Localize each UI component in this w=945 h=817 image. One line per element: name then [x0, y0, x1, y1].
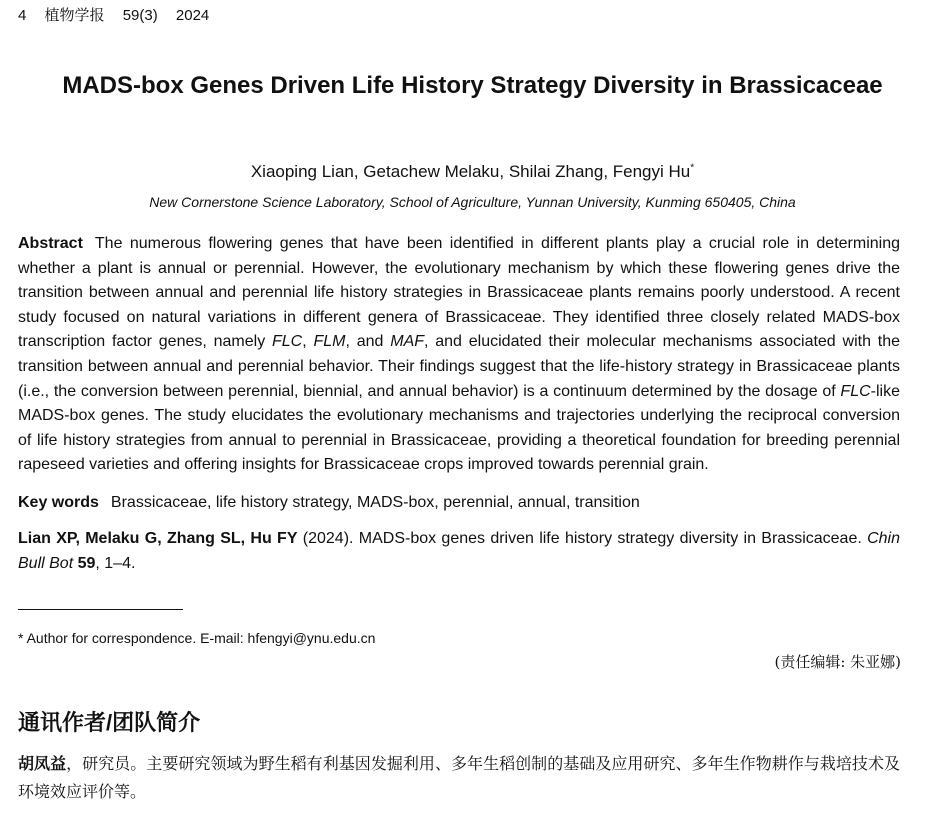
keywords-label: Key words [18, 494, 99, 511]
author-names: Xiaoping Lian, Getachew Melaku, Shilai Zhang, Fengyi Hu [250, 162, 691, 181]
separator-2: , and [345, 333, 391, 351]
corresponding-mark: * [690, 162, 695, 174]
editor-credit: (责任编辑: 朱亚娜) [774, 653, 901, 671]
bio-section-title: 通讯作者/团队简介 [18, 710, 201, 735]
author-list [0, 162, 945, 182]
citation-pages: , 1–4. [95, 555, 136, 572]
abstract-text-3: -like MADS-box genes. The study elucidates the evolutionary mechanisms and trajectories underlying the reciprocal conversion of life history strategies from annual to perennial in Brassicaceae, providing a theoretical foundation for breeding perennial rapeseed varieties and offering insights for Brassicaceae crops improved towards perennial grain. [18, 382, 900, 474]
volume-issue: 59(3) [122, 7, 158, 24]
citation-body: (2024). MADS-box genes driven life history strategy diversity in Brassicaceae. [297, 530, 868, 547]
gene-flm: FLM [313, 333, 346, 351]
abstract-text-1: The numerous flowering genes that have been identified in different plants play a crucial role in determining whether a plant is annual or perennial. However, the evolutionary mechanism by which these flowering genes drive the transition between annual and perennial life history strategies in Brassicaceae plants remains poorly understood. A recent study focused on natural variations in different genera of Brassicaceae. They identified three closely related MADS-box transcription factor genes, namely [18, 235, 900, 351]
gene-flc: FLC [272, 333, 303, 351]
keywords [18, 494, 900, 512]
abstract-text-2: , and elucidated their molecular mechanisms associated with the transition between annual and perennial behavior. Their findings suggest that the life-history strategy in Brassicaceae plants (i.e., the conversion between perennial, biennial, and annual behavior) is a continuum determined by the dosage of [18, 333, 901, 400]
separator-1: , [302, 333, 314, 351]
keywords-text: Brassicaceae, life history strategy, MADS-box, perennial, annual, transition [110, 494, 640, 511]
abstract [18, 232, 900, 478]
citation-volume: 59 [77, 555, 96, 572]
affiliation: New Cornerstone Science Laboratory, School of Agriculture, Yunnan University, Kunming 650405, China [149, 194, 796, 210]
correspondence-footnote: * Author for correspondence. E-mail: hfengyi@ynu.edu.cn [18, 630, 376, 646]
page-number: 4 [18, 7, 27, 24]
citation-authors: Lian XP, Melaku G, Zhang SL, Hu FY [18, 530, 298, 547]
bio-text: ，研究员。主要研究领域为野生稻有利基因发掘利用、多年生稻创制的基础及应用研究、多年生作物耕作与栽培技术及环境效应评价等。 [18, 754, 900, 801]
bio-name: 胡凤益 [18, 754, 67, 773]
year: 2024 [175, 7, 210, 24]
running-header [18, 4, 223, 25]
author-bio [18, 750, 900, 806]
citation [18, 526, 900, 576]
article-title: MADS-box Genes Driven Life History Strategy Diversity in Brassicaceae [62, 72, 883, 99]
journal-name: 植物学报 [44, 7, 105, 24]
gene-maf: MAF [390, 333, 425, 351]
abstract-label: Abstract [18, 235, 83, 252]
gene-flc-like: FLC [840, 382, 871, 400]
footnote-divider [18, 609, 183, 610]
citation-journal: Chin Bull Bot [18, 530, 900, 572]
